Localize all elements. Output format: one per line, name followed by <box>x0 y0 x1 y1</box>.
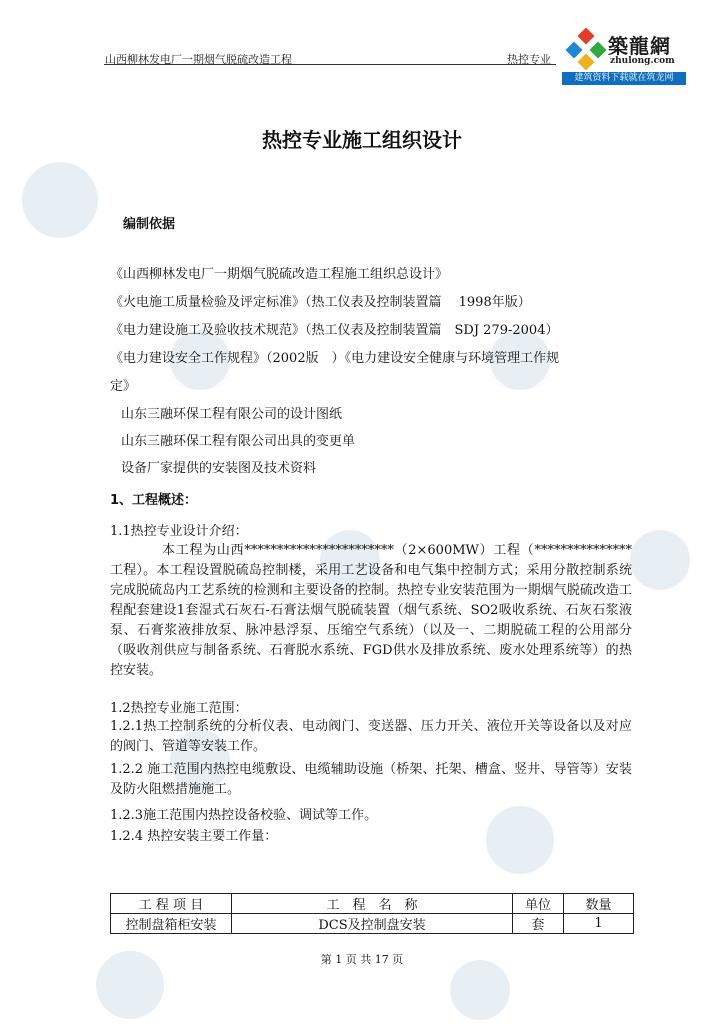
section-1-1: 1.1热控专业设计介绍： <box>110 524 248 539</box>
table-cell: 1 <box>564 914 634 934</box>
section-1-2-3: 1.2.3施工范围内热控设备校验、调试等工作。 <box>110 808 378 823</box>
table-header-cell: 工 程 名 称 <box>232 894 513 914</box>
table-cell: 控制盘箱柜安装 <box>111 914 232 934</box>
logo-slogan: 建筑资料下载就在筑龙网 <box>562 72 686 85</box>
zhulong-logo[interactable] <box>562 28 686 84</box>
table-row <box>111 914 634 934</box>
workload-table <box>110 893 634 934</box>
table-header-cell: 工 程 项 目 <box>111 894 232 914</box>
basis-item: 《电力建设施工及验收技术规范》（热工仪表及控制装置篇 SDJ 279-2004） <box>110 323 559 338</box>
table-header-row <box>111 894 634 914</box>
watermark-mark <box>22 162 98 238</box>
basis-item: 定》 <box>110 379 137 394</box>
logo-name: 築龍網 <box>608 34 671 58</box>
overview-paragraph: 本工程为山西***********************（2×600MW）工程（***************工程）。本工程设置脱硫岛控制楼，采用工艺设备和电气集中控制方式；采用分散控制系统完成脱硫岛内工艺系统的检测和主要设备的控制。热控专业安装范围为一期烟气脱硫改造工程配套建设1套湿式石灰石-石膏法烟气脱硫装置（烟气系统、SO2吸收系统、石灰石浆液泵、石膏浆液排放泵、脉冲悬浮泵、压缩空气系统）（以及一、二期脱硫工程的公用部分（吸收剂供应与制备系统、石膏脱水系统、FGD供水及排放系统、废水处理系统等）的热控安装。 <box>110 543 632 678</box>
basis-heading: 编制依据 <box>123 217 176 232</box>
section-1-2-2: 1.2.2 施工范围内热控电缆敷设、电缆辅助设施（桥架、托架、槽盒、竖井、导管等）安装及防火阻燃措施施工。 <box>110 762 632 797</box>
logo-diamond-icon <box>564 28 608 72</box>
table-header-cell: 数量 <box>564 894 634 914</box>
header-divider <box>104 64 556 65</box>
watermark-mark <box>630 530 690 590</box>
header-discipline: 热控专业 <box>507 53 551 66</box>
basis-item: 山东三融环保工程有限公司出具的变更单 <box>121 434 356 449</box>
basis-item: 《火电施工质量检验及评定标准》（热工仪表及控制装置篇 1998年版） <box>110 295 531 310</box>
header-project: 山西柳林发电厂一期烟气脱硫改造工程 <box>105 53 292 66</box>
section-1-2-4: 1.2.4 热控安装主要工作量： <box>110 829 278 844</box>
basis-item: 山东三融环保工程有限公司的设计图纸 <box>121 407 343 422</box>
watermark-mark <box>450 960 510 1020</box>
section-1-2-1: 1.2.1热工控制系统的分析仪表、电动阀门、变送器、压力开关、液位开关等设备以及对应的阀门、管道等安装工作。 <box>110 719 632 754</box>
page-footer: 第 1 页 共 17 页 <box>320 953 404 966</box>
basis-item: 设备厂家提供的安装图及技术资料 <box>121 461 317 476</box>
section-1-2: 1.2热控专业施工范围： <box>110 701 248 716</box>
table-header-cell: 单位 <box>513 894 564 914</box>
overview-heading: 1、工程概述： <box>110 493 198 508</box>
table-cell: DCS及控制盘安装 <box>232 914 513 934</box>
basis-item: 《山西柳林发电厂一期烟气脱硫改造工程施工组织总设计》 <box>110 267 449 282</box>
table-cell: 套 <box>513 914 564 934</box>
document-title: 热控专业施工组织设计 <box>262 128 462 152</box>
basis-item: 《电力建设安全工作规程》（2002版 ）《电力建设安全健康与环境管理工作规 <box>110 351 560 366</box>
logo-box <box>562 28 686 72</box>
logo-domain: zhulong.com <box>610 56 675 66</box>
watermark-mark <box>486 806 554 874</box>
